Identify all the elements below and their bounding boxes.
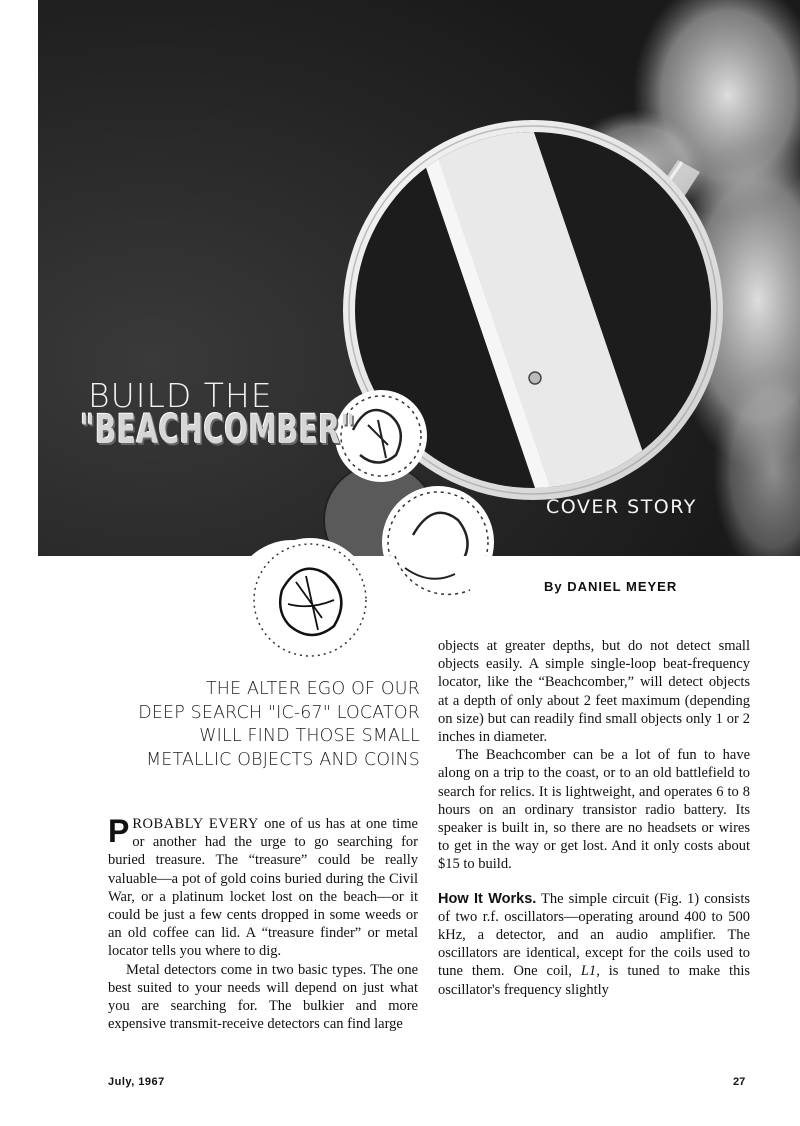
paragraph [438, 890, 750, 999]
mount-screw [529, 372, 541, 384]
left-column [108, 815, 418, 1033]
paragraph: The Beachcomber can be a lot of fun to have along on a trip to the coast, or to an old battlefield to search for relics. It is lightweight, and operates 6 to 8 hours on an ordinary transistor radio battery. Its speaker is built in, so there are no headsets or wires to get in the way or get lost. And it only costs about $15 to build. [438, 747, 750, 873]
paragraph [108, 815, 418, 961]
title-line-2: "BEACHCOMBER" [80, 407, 356, 453]
paragraph-text: one of us has at one time or another had the urge to go searching for buried treasure. The “treasure” could be really valuable—a pot of gold coins buried during the Civil War, or a platinum locket lost on the beach—or it could be just a few cents dropped in some weeds or an old coffee can lid. A “treasure finder” or metal locator tells you where to dig. [108, 816, 418, 960]
right-column [438, 637, 750, 999]
coin-right-edge [395, 556, 470, 594]
coin-bottom-left [248, 538, 372, 662]
deck-line: DEEP SEARCH "IC-67" LOCATOR [138, 702, 420, 723]
cover-photo [38, 0, 800, 556]
article-deck [96, 678, 420, 772]
title-line-1: BUILD THE [88, 376, 273, 415]
paragraph-text: The simple circuit (Fig. 1) consists of two r.f. oscillators—operating around 400 to 500 kHz, a detector, and an audio amplifier. The oscillators are identical, except for the coils used to tune them. One coil, [438, 890, 751, 980]
paragraph-text: , is tuned to make this oscillator's frequency slightly [438, 963, 751, 998]
deck-line: WILL FIND THOSE SMALL [199, 726, 420, 746]
issue-date: July, 1967 [108, 1076, 165, 1088]
cover-story-label: COVER STORY [546, 496, 697, 518]
component-ref: L1 [580, 963, 597, 980]
lead-caps: ROBABLY EVERY [132, 816, 259, 832]
paragraph: objects at greater depths, but do not detect small objects easily. A simple single-loop beat-frequency locator, like the “Beachcomber,” will detect objects at a depth of only about 2 feet maximum (depending on size) but can readily find small objects only 1 or 2 inches in diameter. [438, 638, 750, 746]
paragraph: Metal detectors come in two basic types. The one best suited to your needs will depend on just what you are searching for. The bulkier and more expensive transmit-receive detectors can find large [108, 961, 418, 1033]
byline: By DANIEL MEYER [544, 579, 678, 594]
deck-line: THE ALTER EGO OF OUR [205, 679, 420, 699]
deck-line: METALLIC OBJECTS AND COINS [146, 749, 420, 770]
section-heading: How It Works. [438, 890, 537, 907]
page-number: 27 [733, 1076, 746, 1088]
drop-cap: P [108, 813, 130, 849]
